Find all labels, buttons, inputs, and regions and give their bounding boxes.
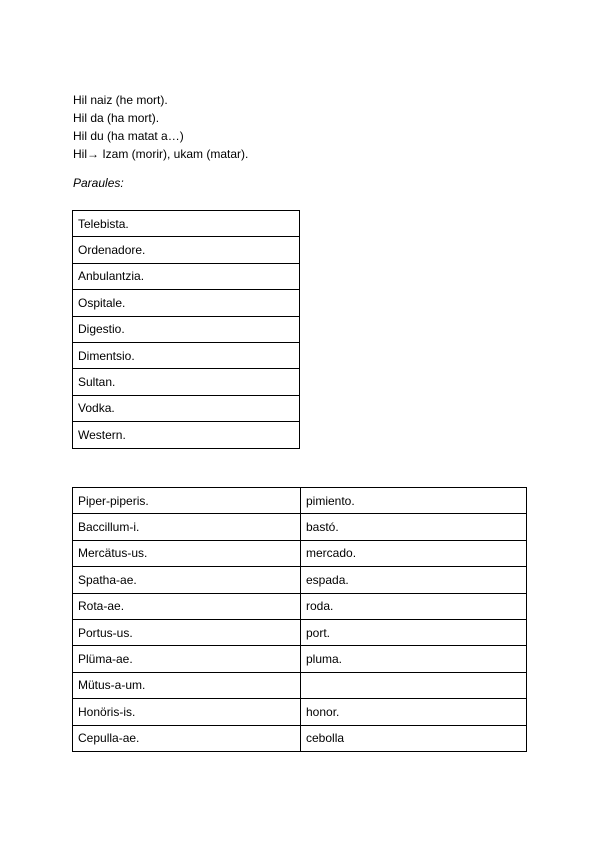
text-line: Hil naiz (he mort). xyxy=(73,93,168,107)
table-row xyxy=(73,619,527,645)
table-cell: Dimentsio. xyxy=(73,342,300,368)
translation-cell: mercado. xyxy=(301,540,527,566)
translation-cell xyxy=(301,672,527,698)
table-row xyxy=(73,699,527,725)
latin-cell: Portus-us. xyxy=(73,619,301,645)
table-row xyxy=(73,211,300,237)
table-row xyxy=(73,540,527,566)
table-row xyxy=(73,290,300,316)
latin-cell: Plüma-ae. xyxy=(73,646,301,672)
translation-cell: espada. xyxy=(301,567,527,593)
table-row xyxy=(73,369,300,395)
words-table xyxy=(72,210,300,449)
table-row xyxy=(73,488,527,514)
intro-lines xyxy=(73,91,248,163)
table-row xyxy=(73,263,300,289)
translation-cell: pluma. xyxy=(301,646,527,672)
section-heading: Paraules: xyxy=(73,176,124,190)
table-row xyxy=(73,316,300,342)
latin-words-table xyxy=(72,487,527,752)
table-cell: Anbulantzia. xyxy=(73,263,300,289)
translation-cell: roda. xyxy=(301,593,527,619)
latin-cell: Cepulla-ae. xyxy=(73,725,301,751)
table-row xyxy=(73,593,527,619)
table-row xyxy=(73,514,527,540)
translation-cell: cebolla xyxy=(301,725,527,751)
table-cell: Sultan. xyxy=(73,369,300,395)
table-row xyxy=(73,672,527,698)
latin-cell: Baccillum-i. xyxy=(73,514,301,540)
translation-cell: honor. xyxy=(301,699,527,725)
latin-cell: Mütus-a-um. xyxy=(73,672,301,698)
table-row xyxy=(73,422,300,448)
latin-cell: Spatha-ae. xyxy=(73,567,301,593)
translation-cell: port. xyxy=(301,619,527,645)
text-line: Hil da (ha mort). xyxy=(73,111,160,125)
table-row xyxy=(73,237,300,263)
text-line: Hil du (ha matat a…) xyxy=(73,129,184,143)
table-row xyxy=(73,342,300,368)
latin-cell: Mercätus-us. xyxy=(73,540,301,566)
table-row xyxy=(73,567,527,593)
table-cell: Digestio. xyxy=(73,316,300,342)
table-cell: Ordenadore. xyxy=(73,237,300,263)
latin-cell: Piper-piperis. xyxy=(73,488,301,514)
table-row xyxy=(73,646,527,672)
text-line: Hil→ Izam (morir), ukam (matar). xyxy=(73,147,249,161)
translation-cell: bastó. xyxy=(301,514,527,540)
table-cell: Vodka. xyxy=(73,395,300,421)
table-cell: Telebista. xyxy=(73,211,300,237)
latin-cell: Honöris-is. xyxy=(73,699,301,725)
table-cell: Ospitale. xyxy=(73,290,300,316)
table-cell: Western. xyxy=(73,422,300,448)
table-row xyxy=(73,725,527,751)
latin-cell: Rota-ae. xyxy=(73,593,301,619)
translation-cell: pimiento. xyxy=(301,488,527,514)
table-row xyxy=(73,395,300,421)
